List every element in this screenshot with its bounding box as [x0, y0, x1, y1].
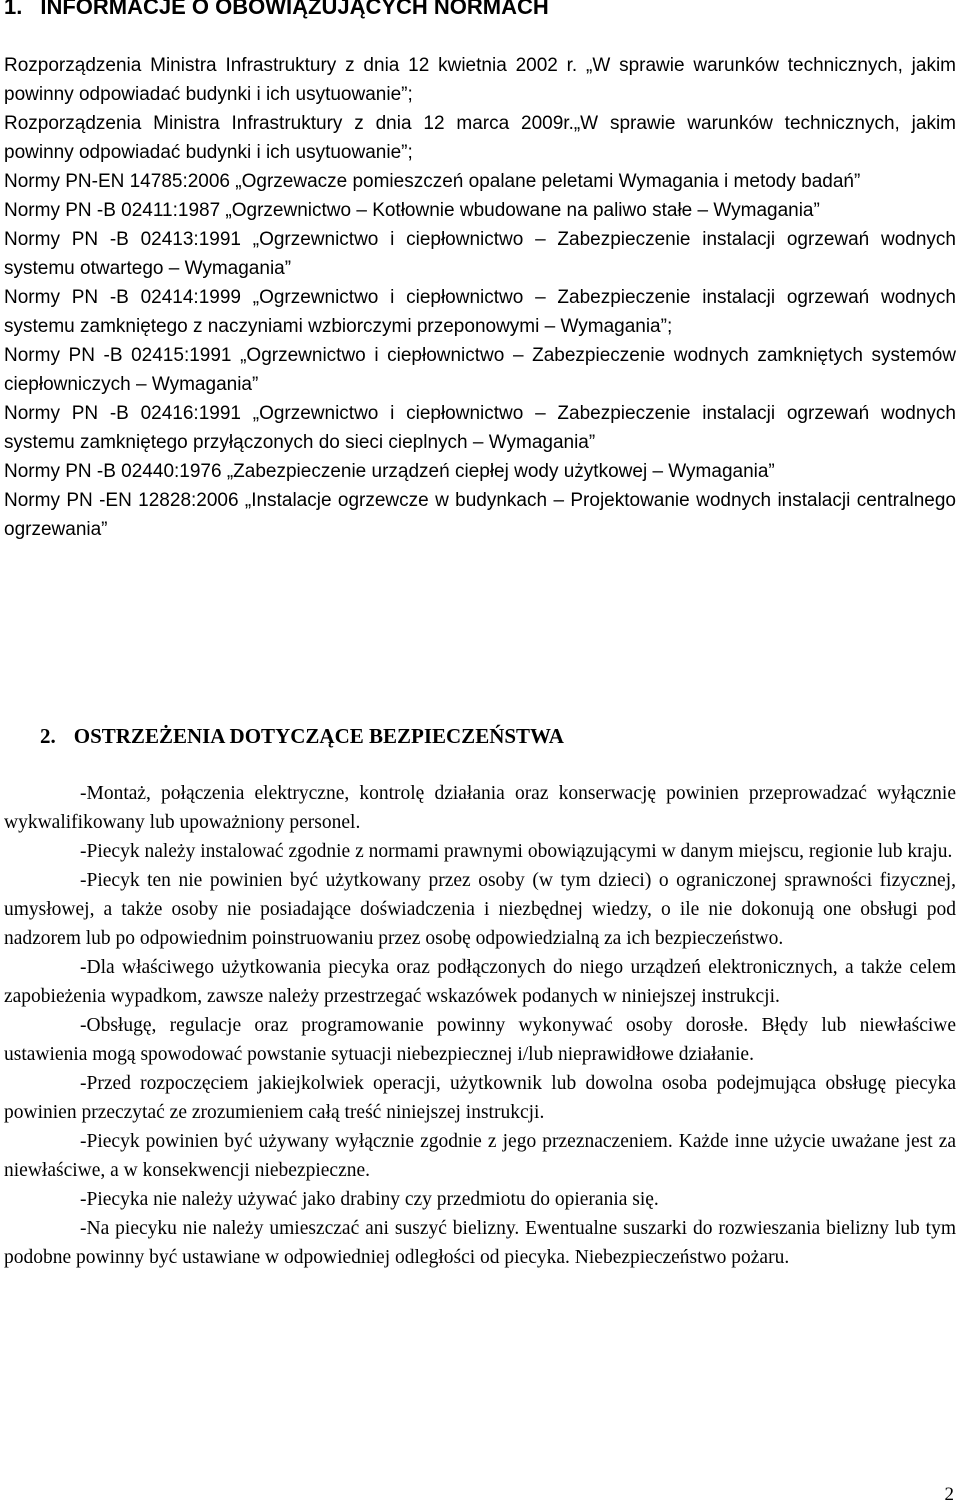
section-2-number: 2.: [40, 724, 56, 748]
norm-item: Normy PN -B 02411:1987 „Ogrzewnictwo – Kotłownie wbudowane na paliwo stałe – Wymagania”: [4, 200, 820, 221]
norm-item: Rozporządzenia Ministra Infrastruktury z dnia 12 kwietnia 2002 r. „W sprawie warunków technicznych, jakim powinny odpowiadać budynki i ich usytuowanie”;: [4, 55, 956, 105]
warning-item: -Montaż, połączenia elektryczne, kontrolę działania oraz konserwację powinien przeprowadzać wyłącznie wykwalifikowany lub upoważniony personel.: [4, 783, 956, 833]
safety-warnings-list: [4, 779, 956, 1272]
warning-item: -Obsługę, regulacje oraz programowanie powinny wykonywać osoby dorosłe. Błędy lub niewłaściwe ustawienia mogą spowodować powstanie sytuacji niebezpiecznej i/lub nieprawidłowe działanie.: [4, 1015, 956, 1065]
section-1-title: INFORMACJE O OBOWIĄZUJĄCYCH NORMACH: [40, 0, 549, 19]
warning-item: -Przed rozpoczęciem jakiejkolwiek operacji, użytkownik lub dowolna osoba podejmująca obsługę piecyka powinien przeczytać ze zrozumieniem całą treść niniejszej instrukcji.: [4, 1073, 956, 1123]
warning-item: -Dla właściwego użytkowania piecyka oraz podłączonych do niego urządzeń elektronicznych, a także celem zapobieżenia wypadkom, zawsze należy przestrzegać wskazówek podanych w niniejszej instrukcji.: [4, 957, 956, 1007]
norms-list: [4, 51, 956, 544]
norm-item: Normy PN -B 02414:1999 „Ogrzewnictwo i ciepłownictwo – Zabezpieczenie instalacji ogrzewań wodnych systemu zamkniętego z naczyniami wzbiorczymi przeponowymi – Wymagania”;: [4, 287, 956, 337]
norm-item: Normy PN -B 02416:1991 „Ogrzewnictwo i ciepłownictwo – Zabezpieczenie instalacji ogrzewań wodnych systemu zamkniętego przyłączonych do sieci cieplnych – Wymagania”: [4, 403, 956, 453]
section-1-number: 1.: [4, 0, 23, 19]
norm-item: Rozporządzenia Ministra Infrastruktury z dnia 12 marca 2009r.„W sprawie warunków technicznych, jakim powinny odpowiadać budynki i ich usytuowanie”;: [4, 113, 956, 163]
section-2-title: OSTRZEŻENIA DOTYCZĄCE BEZPIECZEŃSTWA: [73, 724, 564, 748]
norm-item: Normy PN -B 02415:1991 „Ogrzewnictwo i ciepłownictwo – Zabezpieczenie wodnych zamkniętych systemów ciepłowniczych – Wymagania”: [4, 345, 956, 395]
norm-item: Normy PN -B 02413:1991 „Ogrzewnictwo i ciepłownictwo – Zabezpieczenie instalacji ogrzewań wodnych systemu otwartego – Wymagania”: [4, 229, 956, 279]
warning-item: -Piecyk należy instalować zgodnie z normami prawnymi obowiązującymi w danym miejscu, regionie lub kraju.: [80, 841, 953, 862]
norm-item: Normy PN -B 02440:1976 „Zabezpieczenie urządzeń ciepłej wody użytkowej – Wymagania”: [4, 461, 775, 482]
warning-item: -Piecyk ten nie powinien być użytkowany przez osoby (w tym dzieci) o ograniczonej sprawności fizycznej, umysłowej, a także osoby nie posiadające doświadczenia i niezbędnej wiedzy, o ile nie dokonują one obsługi pod nadzorem lub po odpowiednim poinstruowaniu przez osobę odpowiedzialną za ich bezpieczeństwo.: [4, 870, 956, 949]
norm-item: Normy PN-EN 14785:2006 „Ogrzewacze pomieszczeń opalane peletami Wymagania i metody badań”: [4, 171, 861, 192]
warning-item: -Piecyka nie należy używać jako drabiny czy przedmiotu do opierania się.: [80, 1189, 659, 1210]
section-2-heading: [40, 721, 564, 751]
norm-item: Normy PN -EN 12828:2006 „Instalacje ogrzewcze w budynkach – Projektowanie wodnych instalacji centralnego ogrzewania”: [4, 490, 956, 540]
page-number: 2: [944, 1484, 954, 1505]
warning-item: -Na piecyku nie należy umieszczać ani suszyć bielizny. Ewentualne suszarki do rozwieszania bielizny lub tym podobne powinny być ustawiane w odpowiedniej odległości od piecyka. Niebezpieczeństwo pożaru.: [4, 1218, 956, 1268]
section-1-heading: [4, 0, 549, 22]
warning-item: -Piecyk powinien być używany wyłącznie zgodnie z jego przeznaczeniem. Każde inne użycie uważane jest za niewłaściwe, a w konsekwencji niebezpieczne.: [4, 1131, 956, 1181]
